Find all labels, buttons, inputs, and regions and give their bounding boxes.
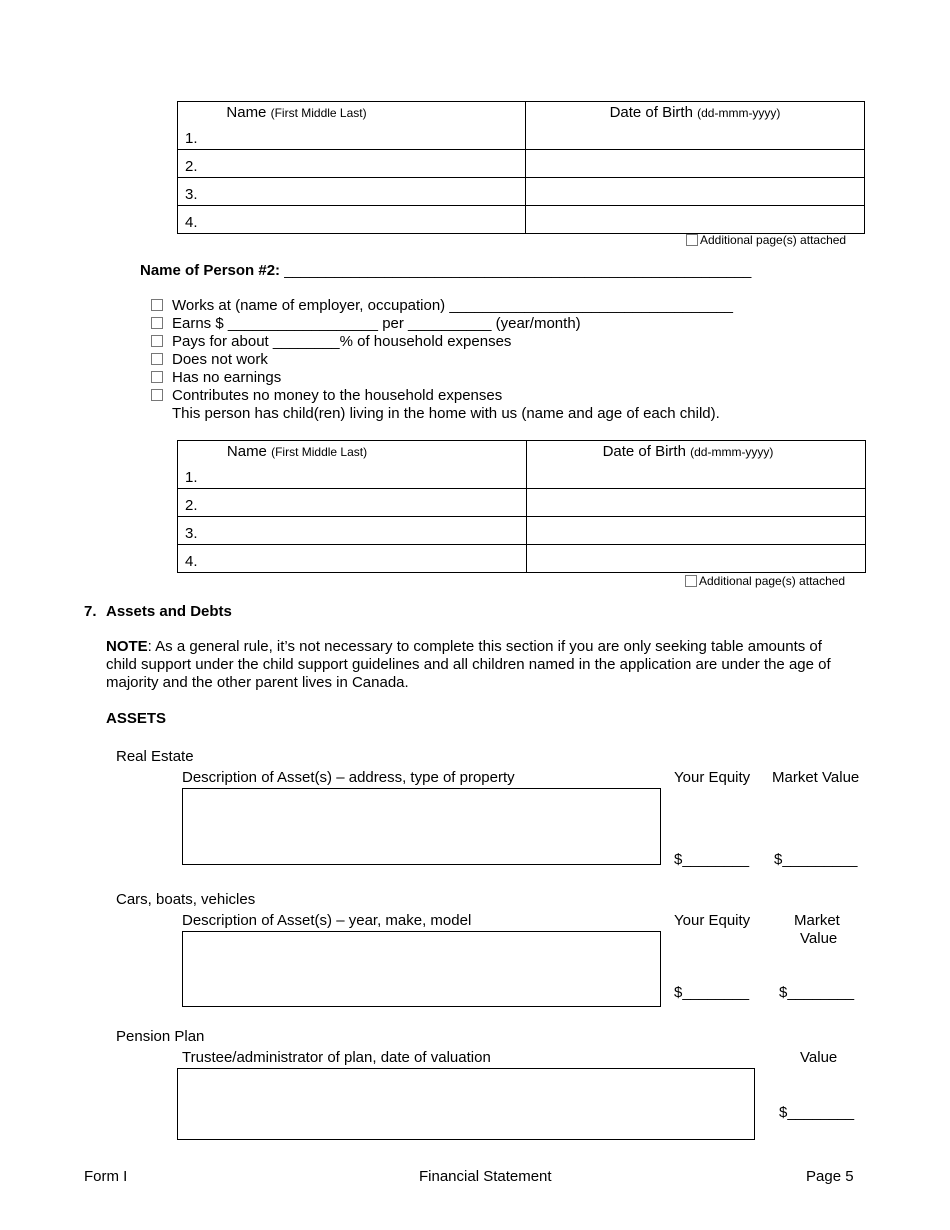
earns-checkbox[interactable] xyxy=(151,317,163,329)
name-header: Name xyxy=(226,104,267,121)
vehicles-equity-label: Your Equity xyxy=(674,912,751,929)
pension-value-field[interactable]: $________ xyxy=(779,1104,855,1121)
dob-cell-4[interactable] xyxy=(526,206,865,234)
row-number: 4. xyxy=(185,553,198,570)
vehicles-title: Cars, boats, vehicles xyxy=(116,891,256,908)
earns-label: Earns $ __________________ per __________ (year/month) xyxy=(172,315,581,332)
dob-header: Date of Birth xyxy=(609,104,693,121)
name-cell-2[interactable] xyxy=(178,150,526,178)
additional-pages-label: Additional page(s) attached xyxy=(700,233,847,247)
name-cell-4[interactable] xyxy=(178,545,527,573)
vehicles-market-label-1: Market xyxy=(794,912,840,929)
real-estate-equity-label: Your Equity xyxy=(674,769,751,786)
additional-pages-checkbox[interactable] xyxy=(686,234,698,246)
row-number: 4. xyxy=(185,214,198,231)
vehicles-market-field[interactable]: $________ xyxy=(779,984,855,1001)
name-hint: (First Middle Last) xyxy=(270,106,367,120)
person2-option xyxy=(151,297,733,314)
name-cell-4[interactable] xyxy=(178,206,526,234)
person2-option xyxy=(151,369,281,386)
note-label: NOTE xyxy=(106,638,148,655)
dob-hint: (dd-mmm-yyyy) xyxy=(697,106,781,120)
name-header: Name xyxy=(226,443,267,460)
no-earnings-label: Has no earnings xyxy=(172,369,282,386)
row-number: 3. xyxy=(185,186,198,203)
person2-option xyxy=(151,351,268,368)
pension-description-box[interactable] xyxy=(177,1068,755,1140)
row-number: 3. xyxy=(185,525,198,542)
name-cell-1[interactable] xyxy=(178,441,527,489)
note-line-3: majority and the other parent lives in Canada. xyxy=(106,674,409,691)
real-estate-description-box[interactable] xyxy=(182,788,661,865)
real-estate-title: Real Estate xyxy=(116,748,194,765)
children-table-1 xyxy=(177,101,865,234)
name-cell-2[interactable] xyxy=(178,489,527,517)
note-line-2: child support under the child support guidelines and all children named in the application are under the age of xyxy=(106,656,831,673)
vehicles-market-label-2: Value xyxy=(800,930,838,947)
assets-heading: ASSETS xyxy=(106,710,167,727)
works-at-checkbox[interactable] xyxy=(151,299,163,311)
additional-pages-1 xyxy=(686,233,846,247)
note-text-1: : As a general rule, it’s not necessary to complete this section if you are only seeking table amounts of xyxy=(147,638,822,655)
pays-for-label: Pays for about ________% of household expenses xyxy=(172,333,512,350)
pension-desc-label: Trustee/administrator of plan, date of valuation xyxy=(182,1049,491,1066)
pays-for-checkbox[interactable] xyxy=(151,335,163,347)
vehicles-desc-label: Description of Asset(s) – year, make, model xyxy=(182,912,472,929)
children-table-2 xyxy=(177,440,866,573)
row-number: 2. xyxy=(185,158,198,175)
person2-label: Name of Person #2: xyxy=(140,262,281,279)
footer-form-id: Form I xyxy=(84,1168,128,1185)
footer-page-number: Page 5 xyxy=(806,1168,854,1185)
row-number: 2. xyxy=(185,497,198,514)
children-note: This person has child(ren) living in the home with us (name and age of each child). xyxy=(172,405,720,422)
dob-cell-4[interactable] xyxy=(527,545,866,573)
no-earnings-checkbox[interactable] xyxy=(151,371,163,383)
dob-header: Date of Birth xyxy=(602,443,686,460)
dob-cell-3[interactable] xyxy=(527,517,866,545)
dob-cell-1[interactable] xyxy=(526,102,865,150)
additional-pages-2 xyxy=(685,574,845,588)
does-not-work-label: Does not work xyxy=(172,351,268,368)
person2-name-line xyxy=(140,262,751,279)
does-not-work-checkbox[interactable] xyxy=(151,353,163,365)
name-cell-1[interactable] xyxy=(178,102,526,150)
real-estate-market-field[interactable]: $_________ xyxy=(774,851,858,868)
name-hint: (First Middle Last) xyxy=(271,445,368,459)
name-cell-3[interactable] xyxy=(178,517,527,545)
person2-option xyxy=(151,315,581,332)
additional-pages-checkbox[interactable] xyxy=(685,575,697,587)
section-title: Assets and Debts xyxy=(106,603,232,620)
row-number: 1. xyxy=(185,130,198,147)
real-estate-desc-label: Description of Asset(s) – address, type of property xyxy=(182,769,515,786)
vehicles-description-box[interactable] xyxy=(182,931,661,1007)
name-cell-3[interactable] xyxy=(178,178,526,206)
contributes-no-money-label: Contributes no money to the household expenses xyxy=(172,387,503,404)
dob-cell-1[interactable] xyxy=(527,441,866,489)
dob-cell-2[interactable] xyxy=(526,150,865,178)
additional-pages-label: Additional page(s) attached xyxy=(699,574,846,588)
contributes-no-money-checkbox[interactable] xyxy=(151,389,163,401)
footer-title: Financial Statement xyxy=(419,1168,552,1185)
dob-cell-2[interactable] xyxy=(527,489,866,517)
real-estate-market-label: Market Value xyxy=(772,769,860,786)
person2-option xyxy=(151,387,502,404)
pension-title: Pension Plan xyxy=(116,1028,205,1045)
vehicles-equity-field[interactable]: $________ xyxy=(674,984,750,1001)
person2-option xyxy=(151,333,511,350)
row-number: 1. xyxy=(185,469,198,486)
note-line-1 xyxy=(106,638,822,655)
real-estate-equity-field[interactable]: $________ xyxy=(674,851,750,868)
dob-hint: (dd-mmm-yyyy) xyxy=(690,445,774,459)
dob-cell-3[interactable] xyxy=(526,178,865,206)
person2-name-field[interactable]: ________________________________________________________ xyxy=(284,262,752,279)
pension-value-label: Value xyxy=(800,1049,838,1066)
section-number: 7. xyxy=(84,603,97,620)
works-at-label: Works at (name of employer, occupation) __________________________________ xyxy=(172,297,733,314)
